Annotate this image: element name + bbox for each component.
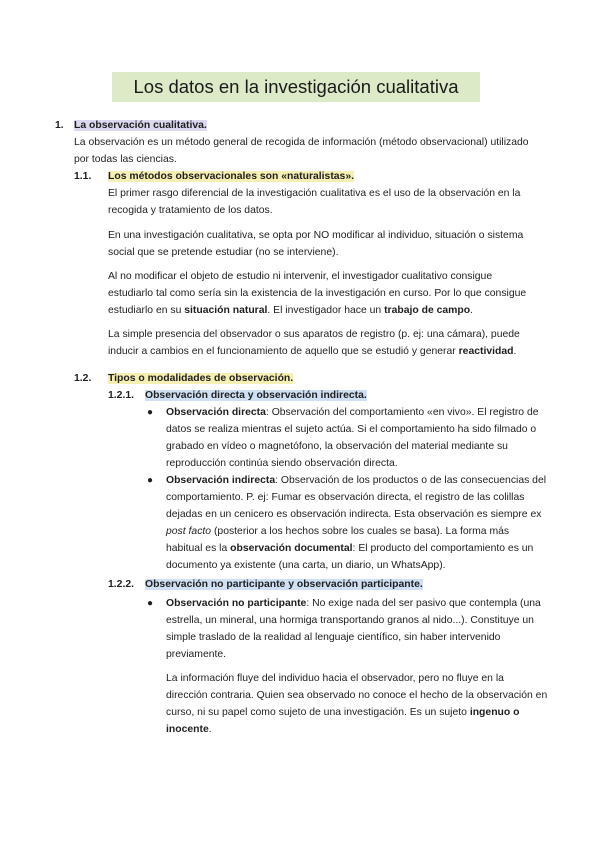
list-item-line: previamente. xyxy=(166,649,227,660)
text-run: . xyxy=(208,724,212,735)
section-heading xyxy=(74,118,207,134)
text-run: . El investigador hace un xyxy=(267,305,385,316)
text-run: inducir a cambios en el funcionamiento de aquello que se estudió y generar xyxy=(108,346,459,357)
subsubsection-heading-text: Observación directa y observación indirecta. xyxy=(145,390,367,401)
list-item-line: simple traslado de la realidad al lenguaje científico, sin haber intervenido xyxy=(166,632,501,643)
subsubsection-number: 1.2.2. xyxy=(108,579,134,590)
paragraph-line xyxy=(108,344,516,360)
list-item-line: documento ya existente (una carta, un diario, un WhatsApp). xyxy=(166,560,446,571)
text-run: : Observación de los productos o de las consecuencias del xyxy=(275,475,547,486)
text-run: : Observación del comportamiento «en vivo». El registro de xyxy=(265,407,539,418)
paragraph-line: La observación es un método general de recogida de información (método observacional) utilizado xyxy=(74,137,529,148)
section-number: 1. xyxy=(55,120,64,131)
bullet-icon: ● xyxy=(147,407,154,418)
list-item-line xyxy=(166,596,541,612)
text-run: habitual es la xyxy=(166,543,231,554)
list-item-line: grabado en vídeo o magnetófono, la observación del material mediante su xyxy=(166,441,508,452)
text-run: . xyxy=(470,305,474,316)
paragraph-line: Al no modificar el objeto de estudio ni intervenir, el investigador cualitativo consigue xyxy=(108,271,493,282)
emphasis: situación natural xyxy=(184,305,268,316)
latin-term: post facto xyxy=(166,526,212,537)
term: Observación indirecta xyxy=(166,475,276,486)
subsubsection-number: 1.2.1. xyxy=(108,390,134,401)
list-item-line: reproducción continúa siendo observación directa. xyxy=(166,458,398,469)
paragraph-line: social que se pretende estudiar (no se interviene). xyxy=(108,247,339,258)
subsection-heading xyxy=(108,371,293,387)
paragraph-line xyxy=(108,303,473,319)
text-run: (posterior a los hechos sobre los cuales se basa). La forma más xyxy=(211,526,510,537)
list-item-line xyxy=(166,473,546,489)
paragraph-line: dirección contraria. Quien sea observado no conoce el hecho de la observación en xyxy=(166,690,548,701)
list-item-line: dejadas en un cenicero es observación indirecta. Esta observación es siempre ex xyxy=(166,509,542,520)
subsection-number: 1.1. xyxy=(74,171,92,182)
text-run: : El producto del comportamiento es un xyxy=(352,543,534,554)
list-item-line: estrella, un mineral, una hormiga transportando granos al nido...). Constituye un xyxy=(166,615,534,626)
text-run: : No exige nada del ser pasivo que contempla (una xyxy=(306,598,541,609)
emphasis: reactividad xyxy=(458,346,514,357)
section-heading-text: La observación cualitativa. xyxy=(74,120,207,131)
subsection-heading-text: Los métodos observacionales son «naturalistas». xyxy=(108,171,354,182)
paragraph-line xyxy=(166,722,212,738)
page-title: Los datos en la investigación cualitativa xyxy=(112,72,480,102)
subsection-heading-text: Tipos o modalidades de observación. xyxy=(108,373,294,384)
paragraph-line xyxy=(166,705,519,721)
list-item-line xyxy=(166,524,509,540)
paragraph-line: estudiarlo tal como sería sin la existencia de la investigación en curso. Por lo que consigue xyxy=(108,288,527,299)
list-item-line: datos se realiza mientras el sujeto actúa. Si el comportamiento ha sido filmado o xyxy=(166,424,537,435)
term: Observación directa xyxy=(166,407,266,418)
paragraph-line: por todas las ciencias. xyxy=(74,154,177,165)
paragraph-line: La simple presencia del observador o sus aparatos de registro (p. ej: una cámara), puede xyxy=(108,329,520,340)
subsection-heading xyxy=(108,169,354,185)
text-run: . xyxy=(513,346,517,357)
emphasis: ingenuo o xyxy=(469,707,520,718)
subsection-number: 1.2. xyxy=(74,373,92,384)
text-run: estudiarlo en su xyxy=(108,305,185,316)
paragraph-line: La información fluye del individuo hacia el observador, pero no fluye en la xyxy=(166,673,504,684)
paragraph-line: recogida y tratamiento de los datos. xyxy=(108,205,273,216)
emphasis: inocente xyxy=(166,724,209,735)
paragraph-line: En una investigación cualitativa, se opta por NO modificar al individuo, situación o sistema xyxy=(108,230,524,241)
bullet-icon: ● xyxy=(147,598,154,609)
list-item-line xyxy=(166,405,539,421)
subsubsection-heading-text: Observación no participante y observación participante. xyxy=(145,579,423,590)
subsubsection-heading xyxy=(145,388,367,404)
emphasis: observación documental xyxy=(230,543,353,554)
paragraph-line: El primer rasgo diferencial de la investigación cualitativa es el uso de la observación en la xyxy=(108,188,521,199)
term: Observación no participante xyxy=(166,598,307,609)
list-item-line xyxy=(166,541,533,557)
bullet-icon: ● xyxy=(147,475,154,486)
subsubsection-heading xyxy=(145,577,423,593)
emphasis: trabajo de campo xyxy=(384,305,471,316)
list-item-line: comportamiento. P. ej: Fumar es observación directa, el registro de las colillas xyxy=(166,492,525,503)
text-run: curso, ni su papel como sujeto de una investigación. Es un sujeto xyxy=(166,707,470,718)
